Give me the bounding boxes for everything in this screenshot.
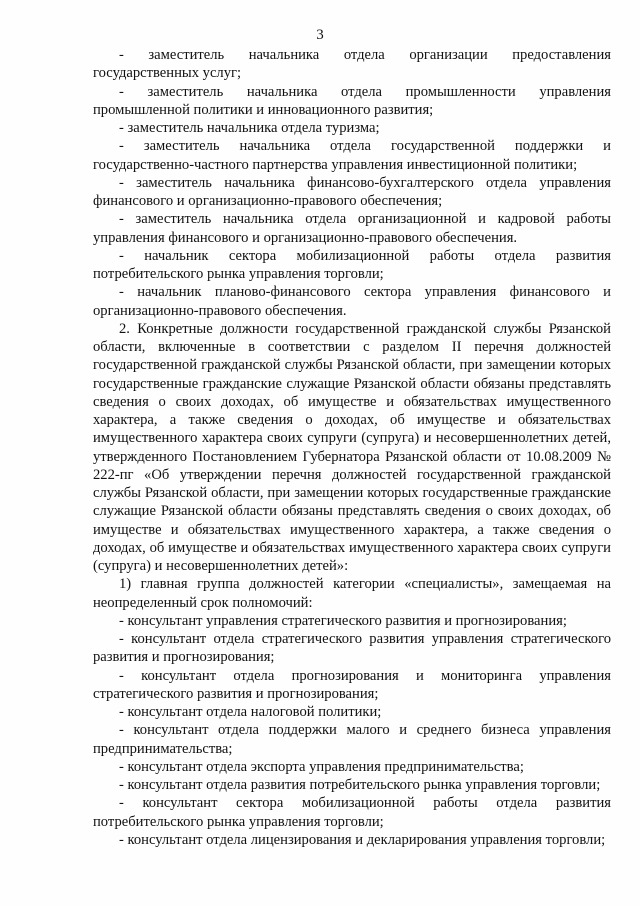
- list-item: - консультант отдела поддержки малого и среднего бизнеса управления предпринимательства;: [93, 722, 611, 757]
- list-item: - консультант сектора мобилизационной работы отдела развития потребительского рынка управления торговли;: [93, 795, 611, 830]
- list-item: - консультант отдела экспорта управления предпринимательства;: [119, 758, 524, 775]
- list-item: - консультант отдела развития потребительского рынка управления торговли;: [119, 777, 601, 793]
- list-item: - консультант отдела стратегического развития управления стратегического развития и прогнозирования;: [93, 631, 611, 666]
- list-item: - заместитель начальника отдела промышленности управления промышленной политики и инновационного развития;: [93, 83, 611, 118]
- subsection-heading: 1) главная группа должностей категории «специалисты», замещаемая на неопределенный срок полномочий:: [93, 576, 611, 611]
- section-paragraph: 2. Конкретные должности государственной гражданской службы Рязанской области, включенные в соответствии с разделом II перечня должностей государственной гражданской службы Рязанской области, при замещении которых государственные гражданские служащие Рязанской области обязаны представлять сведения о своих доходах, об имуществе и обязательствах имущественного характера, а также сведения о доходах, об имуществе и обязательствах имущественного характера своих супруги (супруга) и несовершеннолетних детей, утвержденного Постановлением Губернатора Рязанской области от 10.08.2009 № 222-пг «Об утверждении перечня должностей государственной гражданской службы Рязанской области, при замещении которых государственные гражданские служащие Рязанской области обязаны представлять сведения о своих доходах, об имуществе и обязательствах имущественного характера, а также сведения о доходах, об имуществе и обязательствах имущественного характера своих супруги (супруга) и несовершеннолетних детей»:: [93, 320, 611, 574]
- page-number: 3: [316, 27, 324, 43]
- list-item: - заместитель начальника финансово-бухгалтерского отдела управления финансового и организационно-правового обеспечения;: [93, 174, 611, 209]
- list-item: - консультант управления стратегического развития и прогнозирования;: [119, 612, 567, 629]
- list-item: - заместитель начальника отдела организационной и кадровой работы управления финансового и организационно-правового обеспечения.: [93, 211, 611, 246]
- document-body: [93, 46, 611, 849]
- list-item: - начальник сектора мобилизационной работы отдела развития потребительского рынка управления торговли;: [93, 247, 611, 282]
- list-item: - консультант отдела прогнозирования и мониторинга управления стратегического развития и прогнозирования;: [93, 667, 611, 702]
- list-item: - консультант отдела лицензирования и декларирования управления торговли;: [119, 831, 606, 848]
- list-item: - заместитель начальника отдела организации предоставления государственных услуг;: [93, 47, 611, 82]
- list-item: - заместитель начальника отдела туризма;: [119, 120, 380, 136]
- list-item: - заместитель начальника отдела государственной поддержки и государственно-частного партнерства управления инвестиционной политики;: [93, 138, 611, 173]
- list-item: - начальник планово-финансового сектора управления финансового и организационно-правового обеспечения.: [93, 284, 611, 319]
- list-item: - консультант отдела налоговой политики;: [119, 704, 382, 720]
